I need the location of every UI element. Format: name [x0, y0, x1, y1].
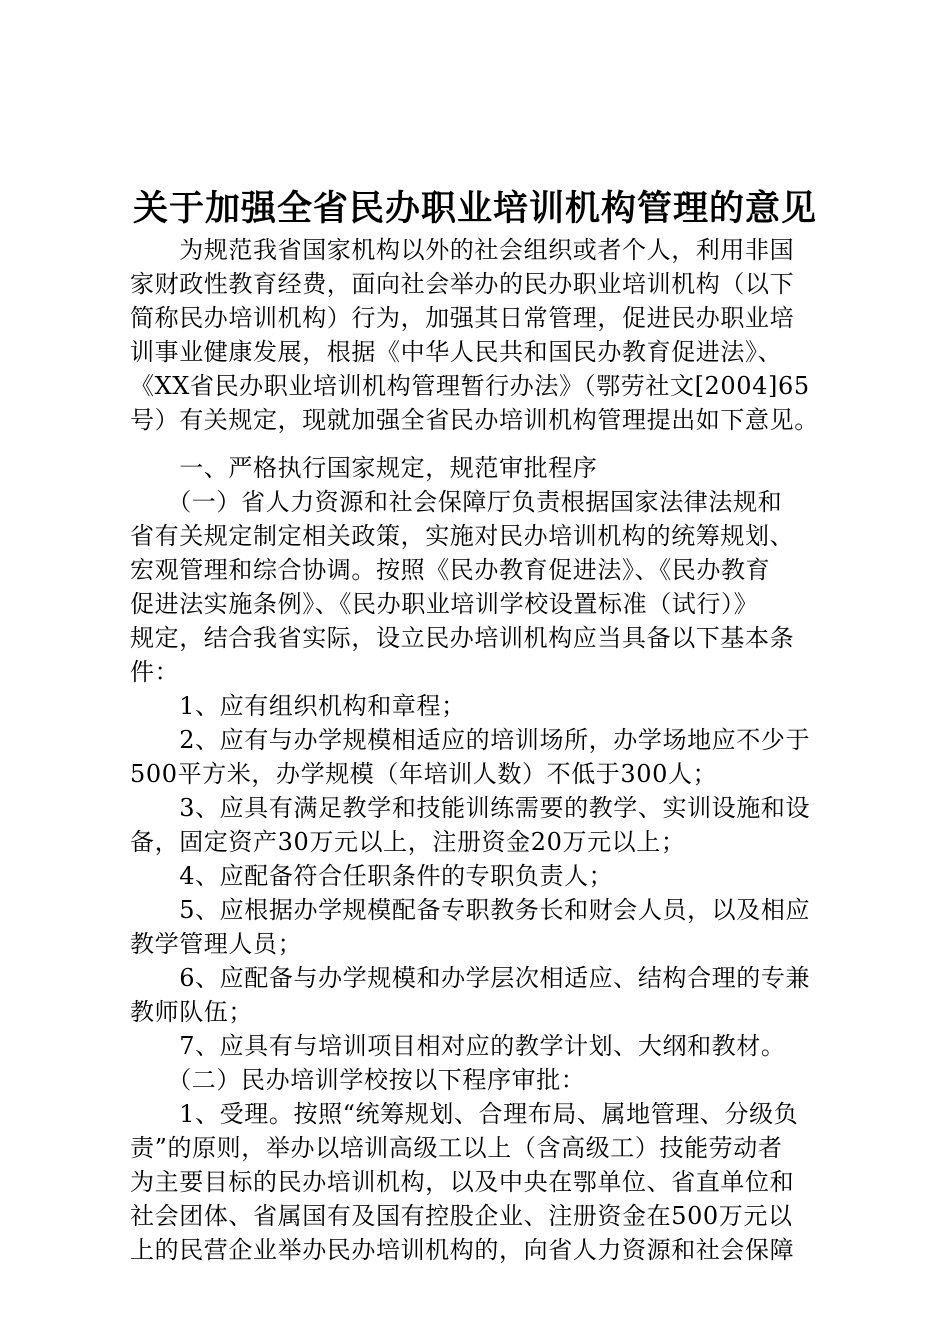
paragraph-line: （一）省人力资源和社会保障厅负责根据国家法律法规和: [130, 488, 783, 516]
list-item: 7、应具有与培训项目相对应的教学计划、大纲和教材。: [130, 1032, 786, 1060]
section-heading: 一、严格执行国家规定，规范审批程序: [130, 454, 598, 482]
paragraph-line: （二）民办培训学校按以下程序审批：: [130, 1066, 586, 1094]
paragraph-line: 促进法实施条例》、《民办职业培训学校设置标准（试行）》: [130, 590, 759, 618]
paragraph-line: 教师队伍；: [130, 998, 253, 1026]
list-item: 3、应具有满足教学和技能训练需要的教学、实训设施和设: [130, 794, 811, 822]
paragraph-line: 教学管理人员；: [130, 930, 303, 958]
list-item: 1、应有组织机构和章程；: [130, 692, 466, 720]
paragraph-line: 省有关规定制定相关政策，实施对民办培训机构的统筹规划、: [130, 522, 795, 550]
paragraph-line: 备，固定资产30万元以上，注册资金20万元以上；: [130, 828, 686, 856]
paragraph-line: 件：: [130, 658, 180, 686]
paragraph-line: 500平方米，办学规模（年培训人数）不低于300人；: [130, 760, 718, 788]
paragraph-line: 简称民办培训机构）行为，加强其日常管理，促进民办职业培: [130, 304, 795, 332]
list-item: 4、应配备符合任职条件的专职负责人；: [130, 862, 614, 890]
list-item: 2、应有与办学规模相适应的培训场所，办学场地应不少于: [130, 726, 811, 754]
list-item: 6、应配备与办学规模和办学层次相适应、结构合理的专兼: [130, 964, 811, 992]
paragraph-line: 家财政性教育经费，面向社会举办的民办职业培训机构（以下: [130, 270, 795, 298]
paragraph-line: 责”的原则，举办以培训高级工以上（含高级工）技能劳动者: [130, 1134, 783, 1162]
paragraph-line: 规定，结合我省实际，设立民办培训机构应当具备以下基本条: [130, 624, 795, 652]
paragraph-line: 为规范我省国家机构以外的社会组织或者个人，利用非国: [130, 236, 795, 264]
list-item: 1、受理。按照“统筹规划、合理布局、属地管理、分级负: [130, 1100, 799, 1128]
list-item: 5、应根据办学规模配备专职教务长和财会人员，以及相应: [130, 896, 811, 924]
paragraph-line: 训事业健康发展，根据《中华人民共和国民办教育促进法》、: [130, 338, 783, 366]
paragraph-line: 社会团体、省属国有及国有控股企业、注册资金在500万元以: [130, 1202, 793, 1230]
paragraph-line: 《XX省民办职业培训机构管理暂行办法》（鄂劳社文[2004]65: [130, 372, 810, 400]
paragraph-line: 宏观管理和综合协调。按照《民办教育促进法》、《民办教育: [130, 556, 771, 584]
paragraph-line: 上的民营企业举办民办培训机构的，向省人力资源和社会保障: [130, 1236, 795, 1264]
paragraph-line: 为主要目标的民办培训机构，以及中央在鄂单位、省直单位和: [130, 1168, 795, 1196]
paragraph-line: 号）有关规定，现就加强全省民办培训机构管理提出如下意见。: [130, 406, 819, 434]
document-title: 关于加强全省民办职业培训机构管理的意见: [132, 188, 817, 229]
